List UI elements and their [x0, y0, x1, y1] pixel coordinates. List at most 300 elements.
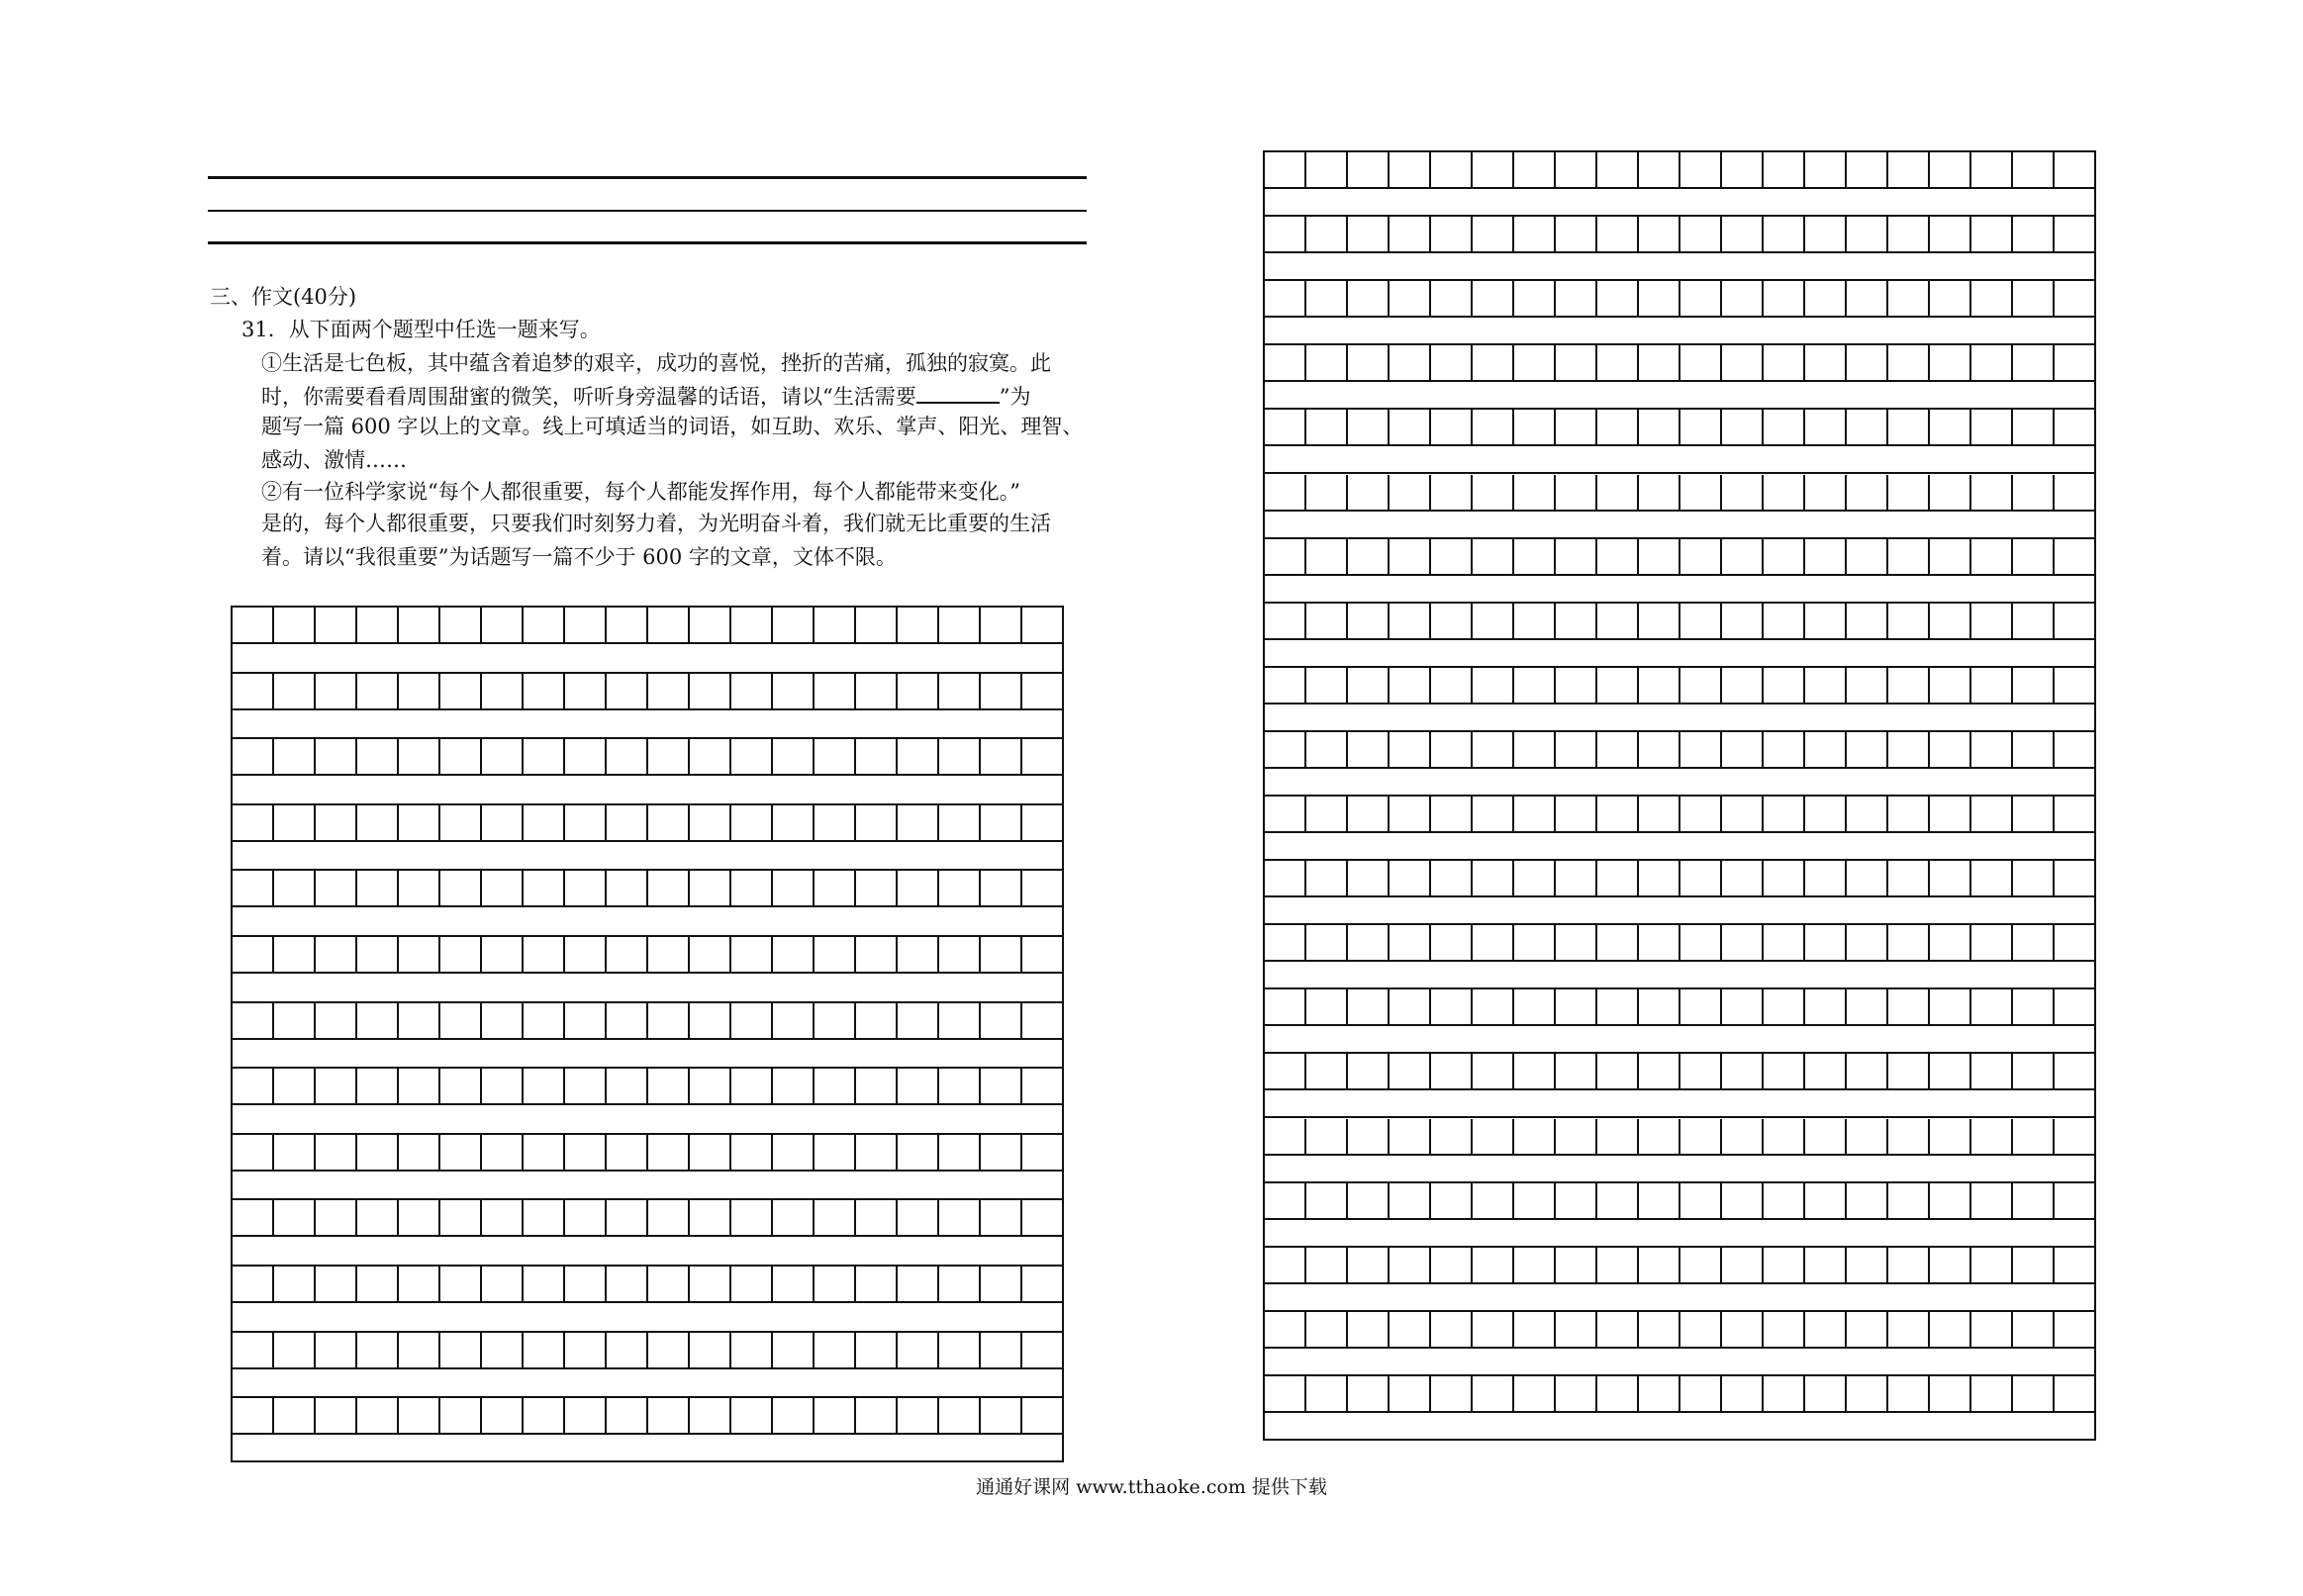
grid-cell[interactable] [1805, 861, 1847, 895]
grid-cell[interactable] [2013, 539, 2055, 574]
grid-cell[interactable] [1022, 937, 1062, 972]
grid-cell[interactable] [1556, 217, 1597, 251]
grid-cell[interactable] [939, 1069, 981, 1103]
grid-cell[interactable] [1888, 604, 1930, 638]
grid-cell[interactable] [1348, 732, 1390, 767]
grid-cell[interactable] [1390, 410, 1431, 444]
grid-cell[interactable] [399, 871, 440, 905]
grid-cell[interactable] [648, 937, 690, 972]
grid-cell[interactable] [1639, 604, 1680, 638]
grid-cell[interactable] [1971, 1376, 2013, 1411]
grid-cell[interactable] [939, 674, 981, 708]
grid-cell[interactable] [2013, 1312, 2055, 1347]
grid-cell[interactable] [1805, 668, 1847, 703]
grid-cell[interactable] [690, 1003, 731, 1038]
grid-cell[interactable] [1888, 861, 1930, 895]
grid-cell[interactable] [981, 937, 1022, 972]
grid-cell[interactable] [1514, 217, 1556, 251]
grid-cell[interactable] [233, 1267, 274, 1301]
grid-cell[interactable] [1805, 1312, 1847, 1347]
grid-cell[interactable] [731, 674, 773, 708]
grid-cell[interactable] [1348, 797, 1390, 831]
grid-cell[interactable] [274, 871, 316, 905]
grid-cell[interactable] [1265, 604, 1306, 638]
grid-cell[interactable] [2013, 410, 2055, 444]
grid-cell[interactable] [1764, 281, 1805, 316]
grid-cell[interactable] [1764, 797, 1805, 831]
grid-cell[interactable] [1390, 475, 1431, 510]
grid-cell[interactable] [981, 674, 1022, 708]
grid-cell[interactable] [1847, 668, 1888, 703]
grid-cell[interactable] [1639, 281, 1680, 316]
grid-cell[interactable] [1722, 217, 1764, 251]
grid-cell[interactable] [1348, 475, 1390, 510]
grid-cell[interactable] [815, 871, 856, 905]
grid-cell[interactable] [607, 674, 648, 708]
grid-cell[interactable] [1722, 732, 1764, 767]
grid-cell[interactable] [1680, 1183, 1722, 1218]
grid-cell[interactable] [856, 805, 898, 840]
grid-cell[interactable] [1722, 668, 1764, 703]
grid-cell[interactable] [1514, 797, 1556, 831]
grid-cell[interactable] [440, 674, 482, 708]
grid-cell[interactable] [856, 739, 898, 774]
grid-cell[interactable] [981, 805, 1022, 840]
grid-cell[interactable] [565, 937, 607, 972]
grid-cell[interactable] [482, 739, 524, 774]
grid-cell[interactable] [939, 1333, 981, 1367]
grid-cell[interactable] [1639, 1312, 1680, 1347]
grid-cell[interactable] [1930, 1312, 1971, 1347]
grid-cell[interactable] [1514, 1248, 1556, 1282]
grid-cell[interactable] [731, 871, 773, 905]
grid-cell[interactable] [524, 937, 565, 972]
grid-cell[interactable] [1930, 604, 1971, 638]
grid-cell[interactable] [690, 805, 731, 840]
grid-cell[interactable] [1971, 1183, 2013, 1218]
grid-cell[interactable] [1680, 410, 1722, 444]
grid-cell[interactable] [1306, 345, 1348, 380]
grid-cell[interactable] [1431, 668, 1473, 703]
grid-cell[interactable] [1805, 539, 1847, 574]
grid-cell[interactable] [1473, 1248, 1514, 1282]
grid-cell[interactable] [1306, 1054, 1348, 1088]
grid-cell[interactable] [898, 608, 939, 642]
grid-cell[interactable] [1722, 345, 1764, 380]
grid-cell[interactable] [1971, 668, 2013, 703]
grid-cell[interactable] [1680, 539, 1722, 574]
grid-cell[interactable] [1556, 604, 1597, 638]
grid-cell[interactable] [524, 1003, 565, 1038]
grid-cell[interactable] [524, 674, 565, 708]
grid-cell[interactable] [1306, 1248, 1348, 1282]
grid-cell[interactable] [1639, 989, 1680, 1024]
grid-cell[interactable] [898, 1135, 939, 1170]
grid-cell[interactable] [399, 739, 440, 774]
grid-cell[interactable] [1639, 1376, 1680, 1411]
grid-cell[interactable] [399, 937, 440, 972]
grid-cell[interactable] [1888, 797, 1930, 831]
grid-cell[interactable] [1265, 925, 1306, 960]
grid-cell[interactable] [316, 1200, 357, 1235]
grid-cell[interactable] [1390, 1119, 1431, 1154]
grid-cell[interactable] [233, 1069, 274, 1103]
grid-cell[interactable] [357, 1267, 399, 1301]
grid-cell[interactable] [1847, 1376, 1888, 1411]
grid-cell[interactable] [1348, 1312, 1390, 1347]
grid-cell[interactable] [690, 674, 731, 708]
grid-cell[interactable] [1805, 475, 1847, 510]
grid-cell[interactable] [1971, 410, 2013, 444]
grid-cell[interactable] [939, 1200, 981, 1235]
grid-cell[interactable] [1431, 1248, 1473, 1282]
grid-cell[interactable] [1847, 1119, 1888, 1154]
grid-cell[interactable] [1764, 217, 1805, 251]
grid-cell[interactable] [773, 608, 815, 642]
grid-cell[interactable] [1556, 1376, 1597, 1411]
grid-cell[interactable] [2055, 410, 2094, 444]
grid-cell[interactable] [1265, 797, 1306, 831]
grid-cell[interactable] [1722, 604, 1764, 638]
grid-cell[interactable] [1930, 539, 1971, 574]
grid-cell[interactable] [648, 805, 690, 840]
grid-cell[interactable] [1431, 1376, 1473, 1411]
grid-cell[interactable] [731, 1267, 773, 1301]
grid-cell[interactable] [1888, 1119, 1930, 1154]
grid-cell[interactable] [440, 1267, 482, 1301]
grid-cell[interactable] [773, 871, 815, 905]
grid-cell[interactable] [1722, 1119, 1764, 1154]
grid-cell[interactable] [1639, 410, 1680, 444]
grid-cell[interactable] [1888, 152, 1930, 187]
grid-cell[interactable] [1597, 152, 1639, 187]
grid-cell[interactable] [1306, 1312, 1348, 1347]
grid-cell[interactable] [731, 1069, 773, 1103]
grid-cell[interactable] [1680, 1376, 1722, 1411]
grid-cell[interactable] [1930, 1183, 1971, 1218]
grid-cell[interactable] [1265, 1376, 1306, 1411]
grid-cell[interactable] [1556, 345, 1597, 380]
grid-cell[interactable] [2013, 475, 2055, 510]
grid-cell[interactable] [648, 674, 690, 708]
grid-cell[interactable] [1514, 410, 1556, 444]
grid-cell[interactable] [233, 1003, 274, 1038]
grid-cell[interactable] [1930, 475, 1971, 510]
grid-cell[interactable] [1888, 1183, 1930, 1218]
grid-cell[interactable] [1306, 539, 1348, 574]
grid-cell[interactable] [1431, 1183, 1473, 1218]
grid-cell[interactable] [1888, 345, 1930, 380]
grid-cell[interactable] [1764, 475, 1805, 510]
grid-cell[interactable] [1971, 345, 2013, 380]
grid-cell[interactable] [1764, 861, 1805, 895]
grid-cell[interactable] [2013, 1119, 2055, 1154]
grid-cell[interactable] [316, 739, 357, 774]
grid-cell[interactable] [1764, 989, 1805, 1024]
grid-cell[interactable] [856, 871, 898, 905]
grid-cell[interactable] [1431, 281, 1473, 316]
grid-cell[interactable] [1764, 925, 1805, 960]
grid-cell[interactable] [233, 1200, 274, 1235]
grid-cell[interactable] [1556, 475, 1597, 510]
grid-cell[interactable] [1764, 1183, 1805, 1218]
grid-cell[interactable] [1473, 539, 1514, 574]
grid-cell[interactable] [1639, 475, 1680, 510]
grid-cell[interactable] [1390, 989, 1431, 1024]
grid-cell[interactable] [690, 937, 731, 972]
grid-cell[interactable] [2013, 925, 2055, 960]
grid-cell[interactable] [274, 937, 316, 972]
grid-cell[interactable] [1265, 152, 1306, 187]
grid-cell[interactable] [815, 1398, 856, 1433]
grid-cell[interactable] [316, 937, 357, 972]
grid-cell[interactable] [1431, 475, 1473, 510]
grid-cell[interactable] [274, 1069, 316, 1103]
grid-cell[interactable] [981, 608, 1022, 642]
grid-cell[interactable] [524, 1135, 565, 1170]
grid-cell[interactable] [1722, 1248, 1764, 1282]
grid-cell[interactable] [274, 1267, 316, 1301]
grid-cell[interactable] [1930, 281, 1971, 316]
grid-cell[interactable] [607, 937, 648, 972]
grid-cell[interactable] [731, 1333, 773, 1367]
grid-cell[interactable] [731, 1200, 773, 1235]
grid-cell[interactable] [524, 1333, 565, 1367]
grid-cell[interactable] [939, 805, 981, 840]
grid-cell[interactable] [316, 1267, 357, 1301]
grid-cell[interactable] [274, 1333, 316, 1367]
grid-cell[interactable] [1805, 152, 1847, 187]
grid-cell[interactable] [1473, 1376, 1514, 1411]
grid-cell[interactable] [1473, 797, 1514, 831]
grid-cell[interactable] [316, 608, 357, 642]
grid-cell[interactable] [1680, 217, 1722, 251]
grid-cell[interactable] [1971, 732, 2013, 767]
grid-cell[interactable] [1473, 861, 1514, 895]
grid-cell[interactable] [1390, 604, 1431, 638]
grid-cell[interactable] [981, 1333, 1022, 1367]
grid-cell[interactable] [1597, 1119, 1639, 1154]
grid-cell[interactable] [440, 608, 482, 642]
grid-cell[interactable] [856, 608, 898, 642]
grid-cell[interactable] [1431, 925, 1473, 960]
grid-cell[interactable] [1722, 152, 1764, 187]
grid-cell[interactable] [1847, 345, 1888, 380]
grid-cell[interactable] [233, 805, 274, 840]
grid-cell[interactable] [440, 1200, 482, 1235]
grid-cell[interactable] [1930, 152, 1971, 187]
grid-cell[interactable] [1722, 1376, 1764, 1411]
grid-cell[interactable] [1805, 1054, 1847, 1088]
grid-cell[interactable] [357, 1135, 399, 1170]
grid-cell[interactable] [2055, 1376, 2094, 1411]
grid-cell[interactable] [1888, 281, 1930, 316]
grid-cell[interactable] [1805, 1248, 1847, 1282]
grid-cell[interactable] [565, 805, 607, 840]
grid-cell[interactable] [1348, 281, 1390, 316]
grid-cell[interactable] [898, 1069, 939, 1103]
grid-cell[interactable] [1764, 539, 1805, 574]
grid-cell[interactable] [1722, 410, 1764, 444]
grid-cell[interactable] [1265, 410, 1306, 444]
grid-cell[interactable] [524, 1398, 565, 1433]
grid-cell[interactable] [2013, 1183, 2055, 1218]
grid-cell[interactable] [1764, 604, 1805, 638]
grid-cell[interactable] [2055, 1054, 2094, 1088]
grid-cell[interactable] [2055, 281, 2094, 316]
grid-cell[interactable] [440, 937, 482, 972]
grid-cell[interactable] [1930, 410, 1971, 444]
grid-cell[interactable] [1888, 410, 1930, 444]
grid-cell[interactable] [440, 871, 482, 905]
grid-cell[interactable] [1431, 989, 1473, 1024]
grid-cell[interactable] [399, 1069, 440, 1103]
grid-cell[interactable] [1473, 281, 1514, 316]
grid-cell[interactable] [1722, 1183, 1764, 1218]
grid-cell[interactable] [607, 608, 648, 642]
grid-cell[interactable] [1556, 668, 1597, 703]
grid-cell[interactable] [1639, 668, 1680, 703]
grid-cell[interactable] [1680, 152, 1722, 187]
grid-cell[interactable] [1971, 925, 2013, 960]
grid-cell[interactable] [565, 1200, 607, 1235]
grid-cell[interactable] [856, 1398, 898, 1433]
grid-cell[interactable] [316, 1135, 357, 1170]
grid-cell[interactable] [648, 1003, 690, 1038]
grid-cell[interactable] [1556, 539, 1597, 574]
grid-cell[interactable] [399, 1333, 440, 1367]
grid-cell[interactable] [981, 1069, 1022, 1103]
grid-cell[interactable] [607, 1135, 648, 1170]
grid-cell[interactable] [1722, 1054, 1764, 1088]
grid-cell[interactable] [1764, 732, 1805, 767]
grid-cell[interactable] [1805, 989, 1847, 1024]
grid-cell[interactable] [440, 1398, 482, 1433]
grid-cell[interactable] [524, 739, 565, 774]
grid-cell[interactable] [1473, 410, 1514, 444]
grid-cell[interactable] [357, 937, 399, 972]
grid-cell[interactable] [815, 1003, 856, 1038]
grid-cell[interactable] [1680, 345, 1722, 380]
grid-cell[interactable] [274, 1398, 316, 1433]
grid-cell[interactable] [1348, 410, 1390, 444]
grid-cell[interactable] [399, 1135, 440, 1170]
grid-cell[interactable] [1805, 797, 1847, 831]
grid-cell[interactable] [2013, 1376, 2055, 1411]
grid-cell[interactable] [1764, 1054, 1805, 1088]
grid-cell[interactable] [981, 871, 1022, 905]
grid-cell[interactable] [1888, 925, 1930, 960]
grid-cell[interactable] [773, 1200, 815, 1235]
grid-cell[interactable] [1022, 1135, 1062, 1170]
grid-cell[interactable] [1390, 1376, 1431, 1411]
grid-cell[interactable] [1597, 345, 1639, 380]
grid-cell[interactable] [2055, 152, 2094, 187]
grid-cell[interactable] [357, 1398, 399, 1433]
grid-cell[interactable] [607, 1200, 648, 1235]
grid-cell[interactable] [357, 871, 399, 905]
grid-cell[interactable] [773, 937, 815, 972]
grid-cell[interactable] [1022, 1069, 1062, 1103]
grid-cell[interactable] [856, 1003, 898, 1038]
grid-cell[interactable] [939, 739, 981, 774]
grid-cell[interactable] [1847, 281, 1888, 316]
grid-cell[interactable] [1680, 797, 1722, 831]
grid-cell[interactable] [856, 1267, 898, 1301]
grid-cell[interactable] [1556, 152, 1597, 187]
grid-cell[interactable] [1348, 1183, 1390, 1218]
grid-cell[interactable] [1930, 1248, 1971, 1282]
grid-cell[interactable] [1805, 345, 1847, 380]
grid-cell[interactable] [2013, 281, 2055, 316]
grid-cell[interactable] [2013, 604, 2055, 638]
grid-cell[interactable] [2055, 345, 2094, 380]
grid-cell[interactable] [648, 1398, 690, 1433]
grid-cell[interactable] [1306, 217, 1348, 251]
grid-cell[interactable] [1265, 861, 1306, 895]
grid-cell[interactable] [1680, 1119, 1722, 1154]
grid-cell[interactable] [731, 1003, 773, 1038]
grid-cell[interactable] [1556, 281, 1597, 316]
grid-cell[interactable] [2055, 1119, 2094, 1154]
grid-cell[interactable] [1597, 1248, 1639, 1282]
grid-cell[interactable] [1847, 1312, 1888, 1347]
grid-cell[interactable] [565, 739, 607, 774]
grid-cell[interactable] [1805, 1183, 1847, 1218]
grid-cell[interactable] [1888, 732, 1930, 767]
grid-cell[interactable] [1764, 1376, 1805, 1411]
grid-cell[interactable] [981, 1003, 1022, 1038]
grid-cell[interactable] [939, 1003, 981, 1038]
grid-cell[interactable] [1930, 1376, 1971, 1411]
grid-cell[interactable] [773, 805, 815, 840]
grid-cell[interactable] [1597, 475, 1639, 510]
grid-cell[interactable] [1348, 1248, 1390, 1282]
grid-cell[interactable] [648, 1267, 690, 1301]
grid-cell[interactable] [773, 1003, 815, 1038]
grid-cell[interactable] [1514, 1312, 1556, 1347]
grid-cell[interactable] [1390, 152, 1431, 187]
grid-cell[interactable] [1390, 861, 1431, 895]
grid-cell[interactable] [1722, 475, 1764, 510]
grid-cell[interactable] [1514, 1054, 1556, 1088]
grid-cell[interactable] [1639, 1054, 1680, 1088]
grid-cell[interactable] [1556, 1248, 1597, 1282]
grid-cell[interactable] [482, 1069, 524, 1103]
grid-cell[interactable] [1348, 925, 1390, 960]
grid-cell[interactable] [1348, 1054, 1390, 1088]
grid-cell[interactable] [1971, 797, 2013, 831]
grid-cell[interactable] [1805, 1119, 1847, 1154]
grid-cell[interactable] [815, 674, 856, 708]
grid-cell[interactable] [1265, 989, 1306, 1024]
grid-cell[interactable] [1722, 861, 1764, 895]
grid-cell[interactable] [357, 674, 399, 708]
grid-cell[interactable] [690, 1135, 731, 1170]
grid-cell[interactable] [1930, 345, 1971, 380]
grid-cell[interactable] [357, 805, 399, 840]
grid-cell[interactable] [1597, 539, 1639, 574]
grid-cell[interactable] [1514, 281, 1556, 316]
grid-cell[interactable] [1556, 410, 1597, 444]
grid-cell[interactable] [815, 805, 856, 840]
grid-cell[interactable] [2055, 668, 2094, 703]
grid-cell[interactable] [856, 1069, 898, 1103]
grid-cell[interactable] [233, 871, 274, 905]
grid-cell[interactable] [1971, 861, 2013, 895]
grid-cell[interactable] [1847, 925, 1888, 960]
grid-cell[interactable] [607, 1333, 648, 1367]
